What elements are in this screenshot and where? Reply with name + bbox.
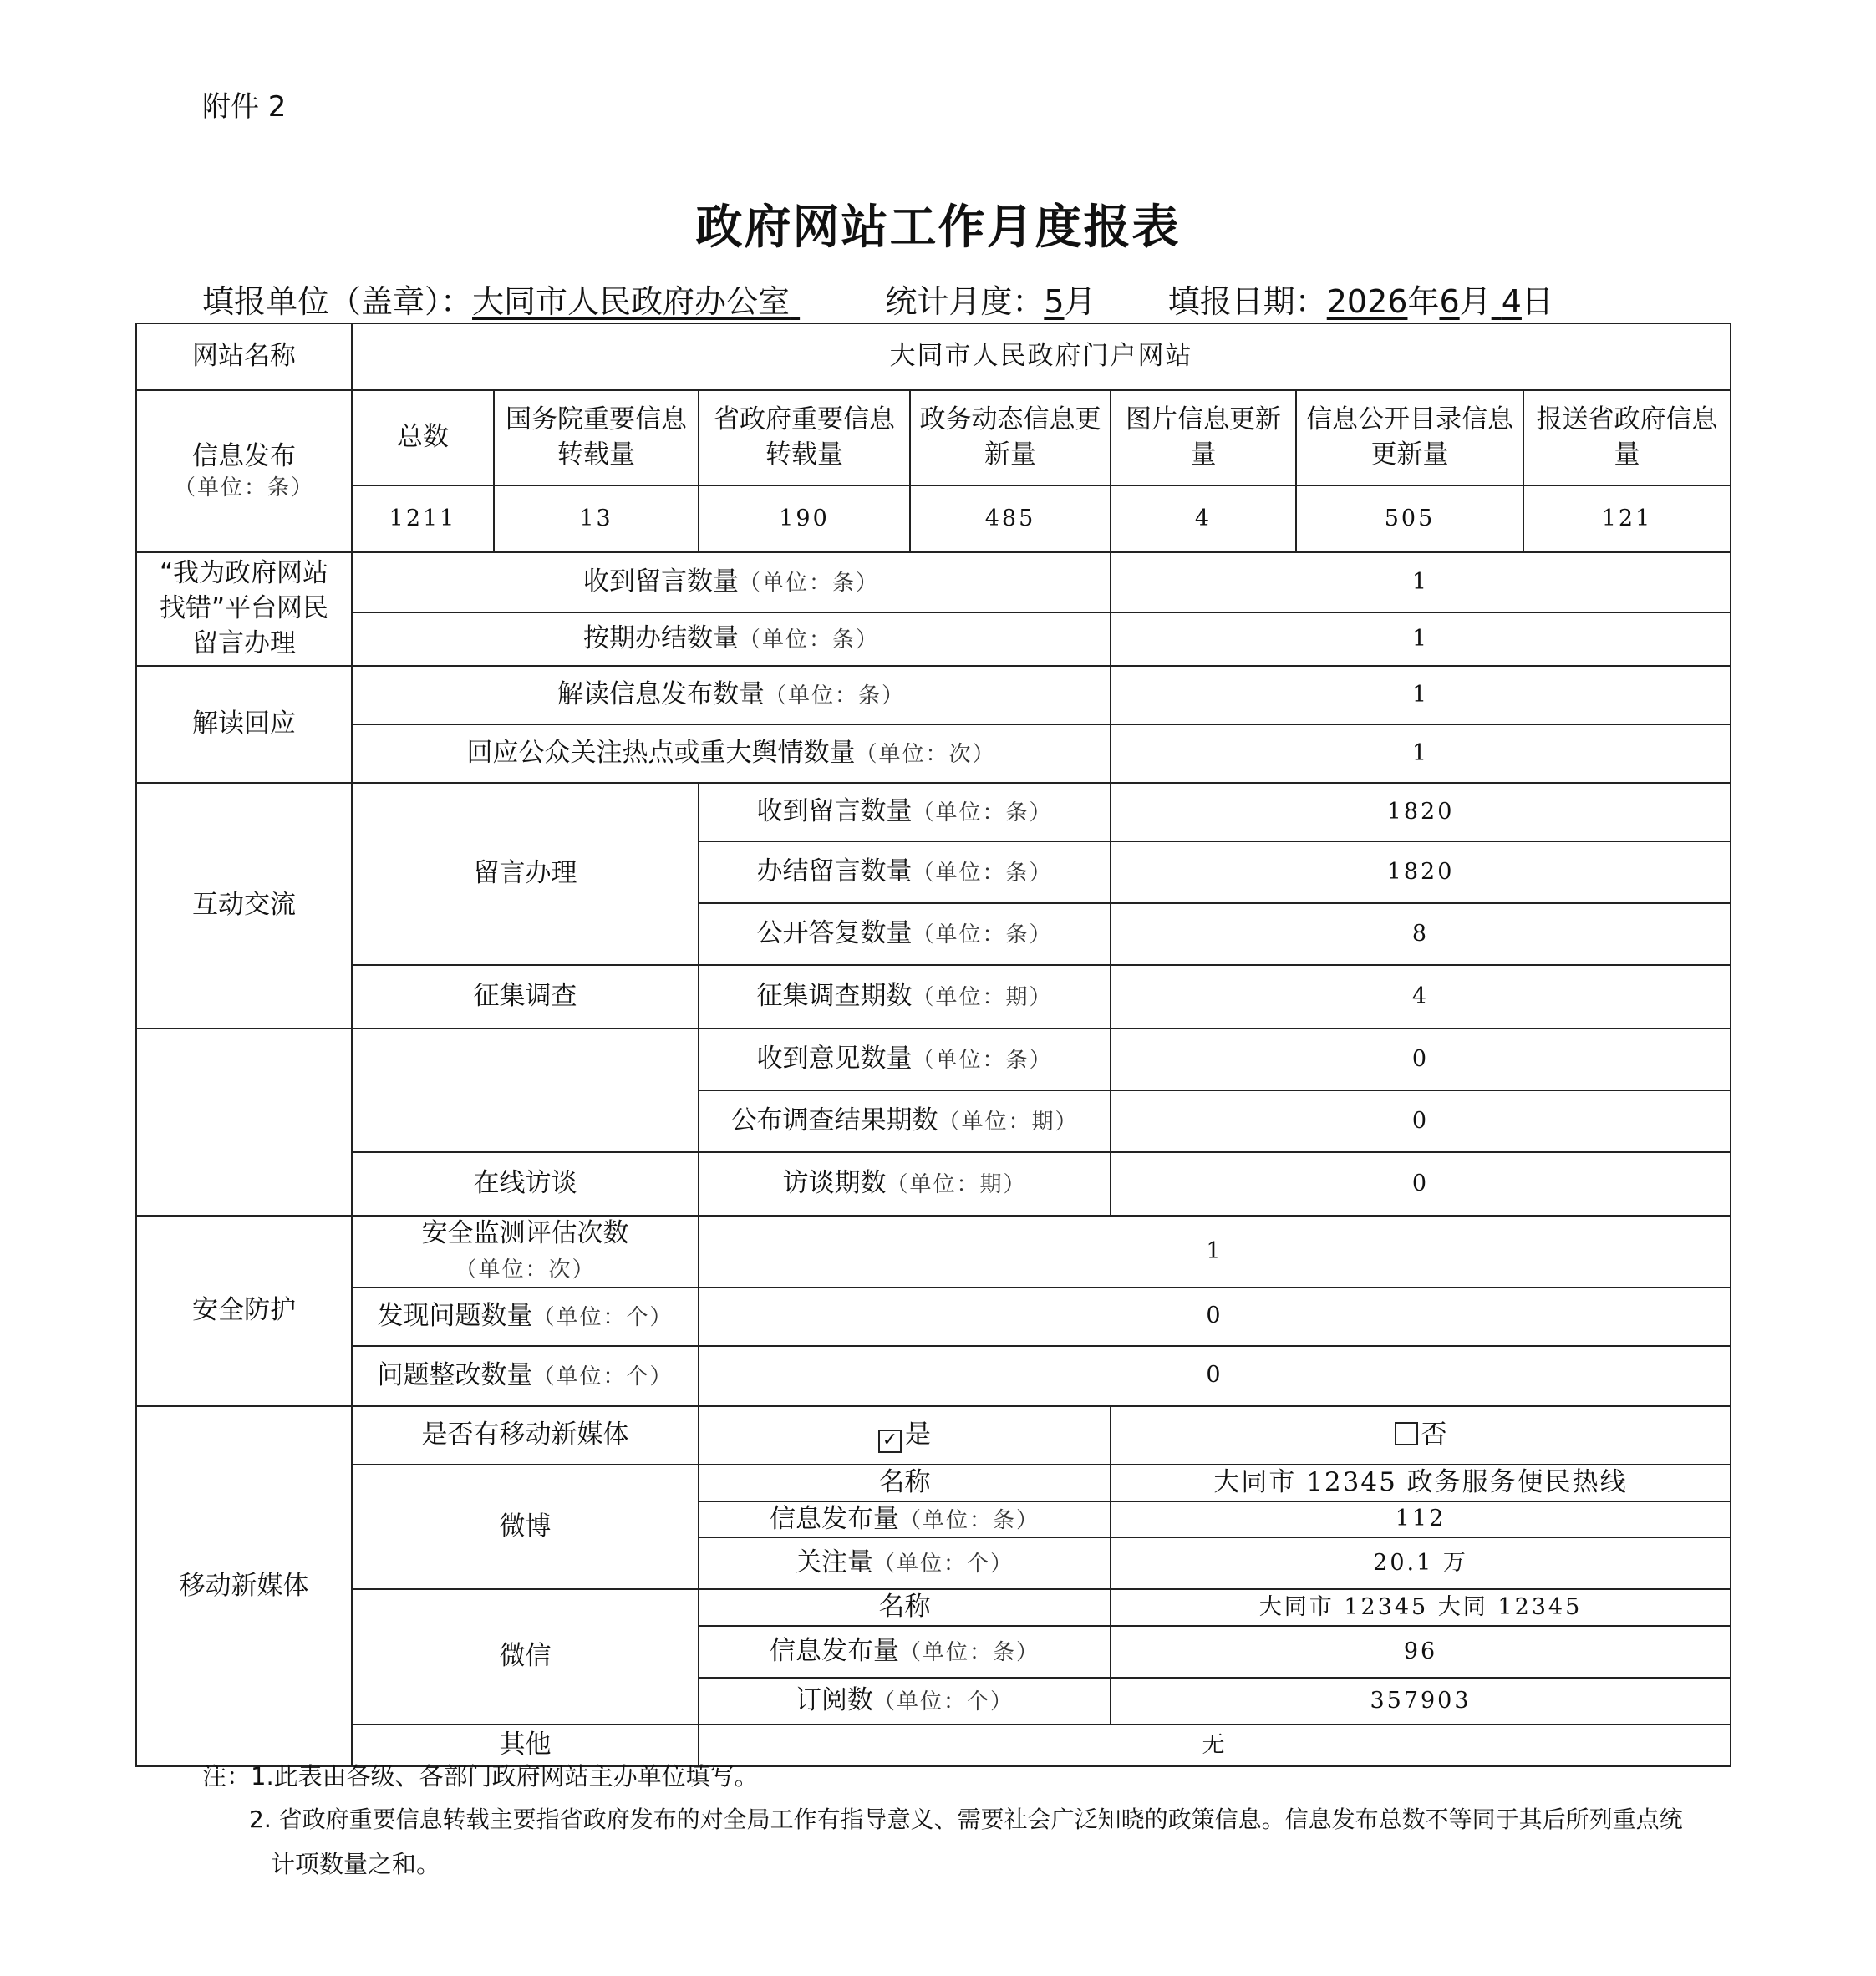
media-other-label: 其他 [352, 1725, 699, 1766]
interaction-opinions-unit: （单位：条） [912, 1048, 1053, 1074]
interpret-publish-label: 解读信息发布数量 [557, 679, 765, 710]
interaction-results-label: 公布调查结果期数 [730, 1105, 938, 1136]
publish-label-cell [136, 390, 352, 552]
media-weibo-label: 微博 [352, 1465, 699, 1590]
publish-value-images: 4 [1111, 485, 1296, 552]
security-label: 安全防护 [136, 1216, 352, 1406]
wechat-name-label: 名称 [699, 1589, 1111, 1626]
errors-received-label: 收到留言数量 [582, 566, 739, 597]
interaction-interview-periods-unit: （单位：期） [886, 1172, 1027, 1198]
interpret-label: 解读回应 [136, 666, 352, 783]
interaction-received-unit: （单位：条） [912, 800, 1053, 826]
unit-value: 大同市人民政府办公室 [472, 283, 791, 320]
weibo-follow-cell [699, 1537, 1111, 1589]
publish-value-open-catalog: 505 [1296, 485, 1523, 552]
security-found-unit: （单位：个） [532, 1304, 674, 1330]
publish-value-total: 1211 [352, 485, 494, 552]
errors-received-unit: （单位：条） [738, 571, 879, 597]
errors-ontime-unit: （单位：条） [738, 627, 879, 653]
media-has-label: 是否有移动新媒体 [352, 1406, 699, 1465]
interaction-survey-label: 征集调查 [352, 965, 699, 1029]
wechat-subs-cell [699, 1678, 1111, 1725]
weibo-posts-cell [699, 1501, 1111, 1538]
checkbox-checked-icon: ✓ [878, 1430, 902, 1453]
publish-header-submitted: 报送省政府信息量 [1523, 390, 1731, 485]
attachment-label: 附件 2 [202, 90, 287, 124]
interpret-respond-value: 1 [1111, 724, 1731, 783]
media-other-value: 无 [699, 1725, 1731, 1766]
security-eval-cell [352, 1216, 699, 1288]
interpret-publish-unit: （单位：条） [764, 683, 905, 709]
wechat-posts-label: 信息发布量 [769, 1636, 899, 1667]
note-line-1: 注：1.此表由各级、各部门政府网站主办单位填写。 [202, 1762, 759, 1791]
interaction-results-cell [699, 1090, 1111, 1152]
interaction-closed-cell [699, 841, 1111, 903]
interaction-survey-periods-cell [699, 965, 1111, 1029]
publish-value-province: 190 [699, 485, 910, 552]
errors-ontime-cell [352, 612, 1111, 666]
interpret-publish-cell [352, 666, 1111, 724]
wechat-posts-cell [699, 1626, 1111, 1678]
weibo-name-value: 大同市 12345 政务服务便民热线 [1111, 1465, 1731, 1501]
month-suffix: 月 [1064, 283, 1096, 320]
interaction-continued-blank [136, 1029, 352, 1216]
publish-value-state-council: 13 [494, 485, 699, 552]
interaction-label: 互动交流 [136, 783, 352, 1029]
interaction-public-unit: （单位：条） [912, 922, 1053, 948]
weibo-name-label: 名称 [699, 1465, 1111, 1501]
interaction-public-cell [699, 903, 1111, 965]
security-fixed-cell [352, 1346, 699, 1406]
publish-header-total: 总数 [352, 390, 494, 485]
note-line-3: 计项数量之和。 [271, 1850, 441, 1878]
interpret-respond-unit: （单位：次） [855, 742, 996, 768]
media-label: 移动新媒体 [136, 1406, 352, 1767]
site-label: 网站名称 [136, 323, 352, 390]
errors-ontime-value: 1 [1111, 612, 1731, 666]
interaction-interview-label: 在线访谈 [352, 1152, 699, 1216]
publish-label: 信息发布 [192, 440, 296, 471]
interaction-received-label: 收到留言数量 [756, 796, 913, 827]
publish-value-news: 485 [910, 485, 1111, 552]
note-line-2: 2. 省政府重要信息转载主要指省政府发布的对全局工作有指导意义、需要社会广泛知晓的政策信息。信息发布总数不等同于其后所列重点统 [249, 1806, 1683, 1833]
date-month-suffix: 月 [1459, 283, 1492, 320]
errors-label: “我为政府网站找错”平台网民留言办理 [136, 552, 352, 666]
interpret-respond-cell [352, 724, 1111, 783]
interpret-publish-value: 1 [1111, 666, 1731, 724]
year-value: 2026 [1326, 283, 1408, 320]
publish-unit: （单位：条） [173, 475, 314, 501]
publish-value-submitted: 121 [1523, 485, 1731, 552]
media-no-cell [1111, 1406, 1731, 1465]
interaction-results-value: 0 [1111, 1090, 1731, 1152]
survey-continued-blank [352, 1029, 699, 1152]
interaction-results-unit: （单位：期） [938, 1110, 1079, 1135]
interaction-public-label: 公开答复数量 [756, 918, 913, 949]
interaction-survey-periods-unit: （单位：期） [912, 985, 1053, 1011]
security-found-label: 发现问题数量 [377, 1300, 533, 1331]
report-table [135, 323, 1731, 1767]
date-label: 填报日期： [1167, 283, 1327, 320]
interaction-closed-label: 办结留言数量 [756, 856, 913, 887]
year-suffix: 年 [1407, 283, 1440, 320]
date-month-value: 6 [1439, 283, 1460, 320]
interaction-received-cell [699, 783, 1111, 841]
weibo-posts-label: 信息发布量 [769, 1503, 899, 1534]
interaction-opinions-cell [699, 1029, 1111, 1090]
security-fixed-unit: （单位：个） [532, 1364, 674, 1389]
report-meta [202, 276, 1553, 322]
interaction-public-value: 8 [1111, 903, 1731, 965]
security-eval-label: 安全监测评估次数 [421, 1218, 629, 1248]
errors-received-value: 1 [1111, 552, 1731, 612]
interaction-survey-periods-value: 4 [1111, 965, 1731, 1029]
media-yes-label: 是 [905, 1419, 931, 1450]
security-eval-unit: （单位：次） [455, 1257, 596, 1283]
errors-received-cell [352, 552, 1111, 612]
interaction-interview-periods-label: 访谈期数 [782, 1168, 887, 1199]
interpret-respond-label: 回应公众关注热点或重大舆情数量 [466, 738, 856, 769]
security-fixed-label: 问题整改数量 [377, 1359, 533, 1390]
interaction-interview-periods-value: 0 [1111, 1152, 1731, 1216]
page-title: 政府网站工作月度报表 [695, 200, 1181, 255]
publish-header-images: 图片信息更新量 [1111, 390, 1296, 485]
publish-header-province: 省政府重要信息转载量 [699, 390, 910, 485]
weibo-follow-value: 20.1 万 [1111, 1537, 1731, 1589]
wechat-subs-value: 357903 [1111, 1678, 1731, 1725]
media-no-label: 否 [1421, 1419, 1447, 1450]
interaction-closed-unit: （单位：条） [912, 861, 1053, 886]
publish-header-news: 政务动态信息更新量 [910, 390, 1111, 485]
interaction-messages-label: 留言办理 [352, 783, 699, 965]
wechat-subs-unit: （单位：个） [872, 1689, 1014, 1715]
day-suffix: 日 [1521, 283, 1553, 320]
interaction-opinions-value: 0 [1111, 1029, 1731, 1090]
weibo-posts-unit: （单位：条） [898, 1507, 1040, 1533]
security-found-cell [352, 1288, 699, 1346]
wechat-posts-unit: （单位：条） [898, 1640, 1040, 1666]
interaction-opinions-label: 收到意见数量 [756, 1044, 913, 1074]
month-value: 5 [1044, 283, 1065, 320]
security-eval-value: 1 [699, 1216, 1731, 1288]
interaction-survey-periods-label: 征集调查期数 [756, 981, 913, 1012]
weibo-posts-value: 112 [1111, 1501, 1731, 1538]
wechat-posts-value: 96 [1111, 1626, 1731, 1678]
interaction-interview-periods-cell [699, 1152, 1111, 1216]
interaction-closed-value: 1820 [1111, 841, 1731, 903]
media-wechat-label: 微信 [352, 1589, 699, 1725]
security-fixed-value: 0 [699, 1346, 1731, 1406]
interaction-received-value: 1820 [1111, 783, 1731, 841]
weibo-follow-label: 关注量 [795, 1547, 873, 1578]
publish-header-open-catalog: 信息公开目录信息更新量 [1296, 390, 1523, 485]
errors-ontime-label: 按期办结数量 [582, 623, 739, 654]
wechat-name-value: 大同市 12345 大同 12345 [1111, 1589, 1731, 1626]
site-value: 大同市人民政府门户网站 [352, 323, 1731, 390]
publish-header-state-council: 国务院重要信息转载量 [494, 390, 699, 485]
unit-label: 填报单位（盖章）： [202, 283, 473, 320]
media-yes-cell [699, 1406, 1111, 1465]
checkbox-empty-icon [1395, 1422, 1418, 1445]
day-value: 4 [1501, 283, 1522, 320]
wechat-subs-label: 订阅数 [795, 1685, 873, 1716]
security-found-value: 0 [699, 1288, 1731, 1346]
weibo-follow-unit: （单位：个） [872, 1552, 1014, 1577]
month-label: 统计月度： [885, 283, 1045, 320]
